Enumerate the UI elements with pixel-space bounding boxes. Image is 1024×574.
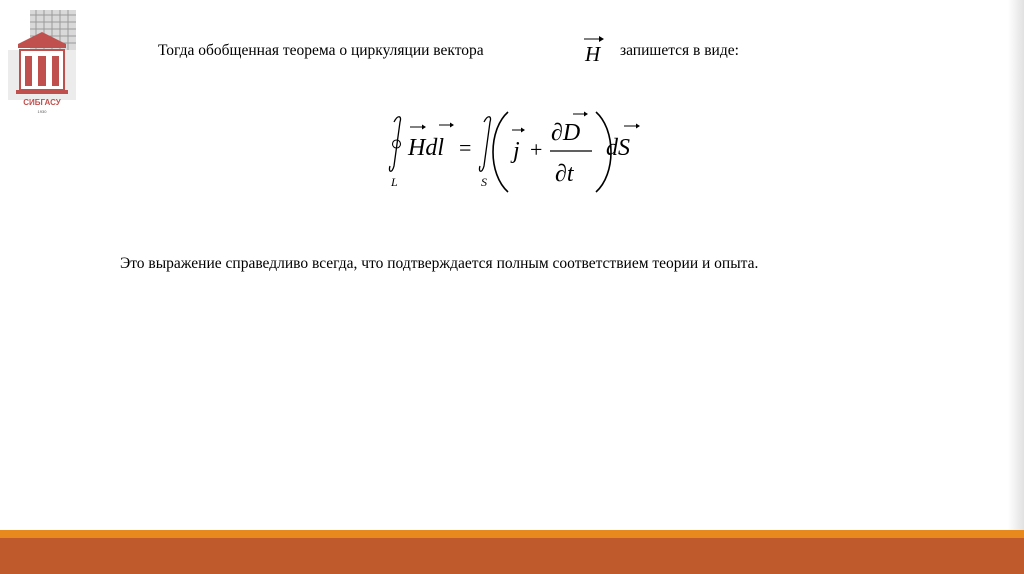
footer-bar — [0, 538, 1024, 574]
vector-h-symbol — [578, 30, 608, 70]
surface-integral-sign — [479, 117, 490, 172]
left-parenthesis — [493, 112, 508, 192]
equals-sign: = — [459, 135, 472, 160]
conclusion-sentence: Это выражение справедливо всегда, что подтверждается полным соответствием теории и опыта. — [120, 255, 759, 272]
rhs-limit: S — [481, 175, 487, 189]
surface-element: dS — [606, 135, 630, 161]
intro-text-after: запишется в виде: — [620, 42, 739, 59]
plus-sign: + — [530, 137, 543, 162]
contour-integral-sign — [389, 117, 400, 172]
intro-text-before: Тогда обобщенная теорема о циркуляции вектора — [158, 42, 484, 59]
logo-subcaption: 1930 — [37, 109, 47, 114]
ampere-maxwell-formula — [380, 108, 650, 198]
footer-accent-stripe — [0, 530, 1024, 538]
fraction-denominator: ∂t — [555, 161, 574, 187]
lhs-expression: Hdl — [408, 135, 444, 161]
logo-caption: СИБГАСУ — [23, 98, 61, 107]
university-logo — [8, 10, 76, 120]
fraction-numerator: ∂D — [551, 120, 581, 146]
current-density: j — [513, 138, 520, 164]
lhs-limit: L — [391, 175, 398, 189]
svg-text:H: H — [585, 42, 601, 66]
right-edge-shadow — [1008, 0, 1024, 530]
